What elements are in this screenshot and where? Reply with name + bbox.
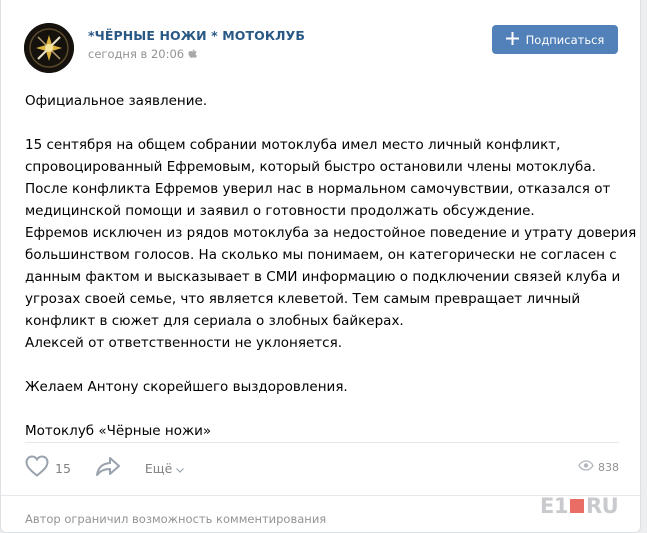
subscribe-button[interactable] <box>492 25 618 54</box>
paragraph-gap <box>25 112 625 134</box>
post-line: большинством голосов. На сколько мы понимаем, он категорически не согласен с <box>25 247 617 263</box>
plus-icon <box>506 29 519 50</box>
share-icon <box>95 456 121 480</box>
subscribe-label: Подписаться <box>525 32 605 47</box>
watermark-square <box>570 499 584 513</box>
e1-watermark <box>540 494 618 518</box>
views-counter <box>578 460 619 474</box>
post-actions <box>25 456 184 480</box>
post-line: Ефремов исключен из рядов мотоклуба за недостойное поведение и утрату доверия <box>25 225 637 241</box>
post-text <box>25 90 637 442</box>
post-line: Официальное заявление. <box>25 93 208 109</box>
more-button[interactable] <box>145 461 184 476</box>
post-line: угрозах своей семье, что является клеветой. Тем самым превращает личный <box>25 291 581 307</box>
comments-restricted-note: Автор ограничил возможность комментирования <box>25 512 327 526</box>
post-line: данным фактом и высказывает в СМИ информацию о подключении связей клуба и <box>25 269 621 285</box>
eye-icon <box>578 460 594 474</box>
club-avatar[interactable] <box>24 23 74 73</box>
paragraph-gap <box>25 398 625 420</box>
post-line: медицинской помощи и заявил о готовности продолжать обсуждение. <box>25 203 535 219</box>
watermark-left: E1 <box>540 494 568 518</box>
post-meta <box>88 47 197 61</box>
views-count: 838 <box>598 460 619 474</box>
divider <box>25 442 619 443</box>
apple-icon <box>188 47 197 61</box>
paragraph-gap <box>25 354 625 376</box>
post-line: спровоцированный Ефремовым, который быстро остановили члены мотоклуба. <box>25 159 596 175</box>
like-count: 15 <box>55 460 71 476</box>
share-button[interactable] <box>95 456 121 480</box>
post-line: конфликт в сюжет для сериала о злобных байкерах. <box>25 313 404 329</box>
post-line: После конфликта Ефремов уверил нас в нормальном самочувствии, отказался от <box>25 181 611 197</box>
watermark-right: RU <box>585 494 619 518</box>
heart-icon <box>25 455 49 481</box>
like-button[interactable] <box>25 455 71 481</box>
post-line: 15 сентября на общем собрании мотоклуба имел место личный конфликт, <box>25 137 561 153</box>
post-line: Алексей от ответственности не уклоняется. <box>25 335 342 351</box>
post-line: Желаем Антону скорейшего выздоровления. <box>25 379 348 395</box>
post-timestamp[interactable]: сегодня в 20:06 <box>88 47 185 61</box>
post-line: Мотоклуб «Чёрные ножи» <box>25 423 212 439</box>
post-author-link[interactable]: *ЧЁРНЫЕ НОЖИ * МОТОКЛУБ <box>88 28 306 43</box>
chevron-down-icon <box>176 461 184 476</box>
more-label: Ещё <box>144 460 173 476</box>
